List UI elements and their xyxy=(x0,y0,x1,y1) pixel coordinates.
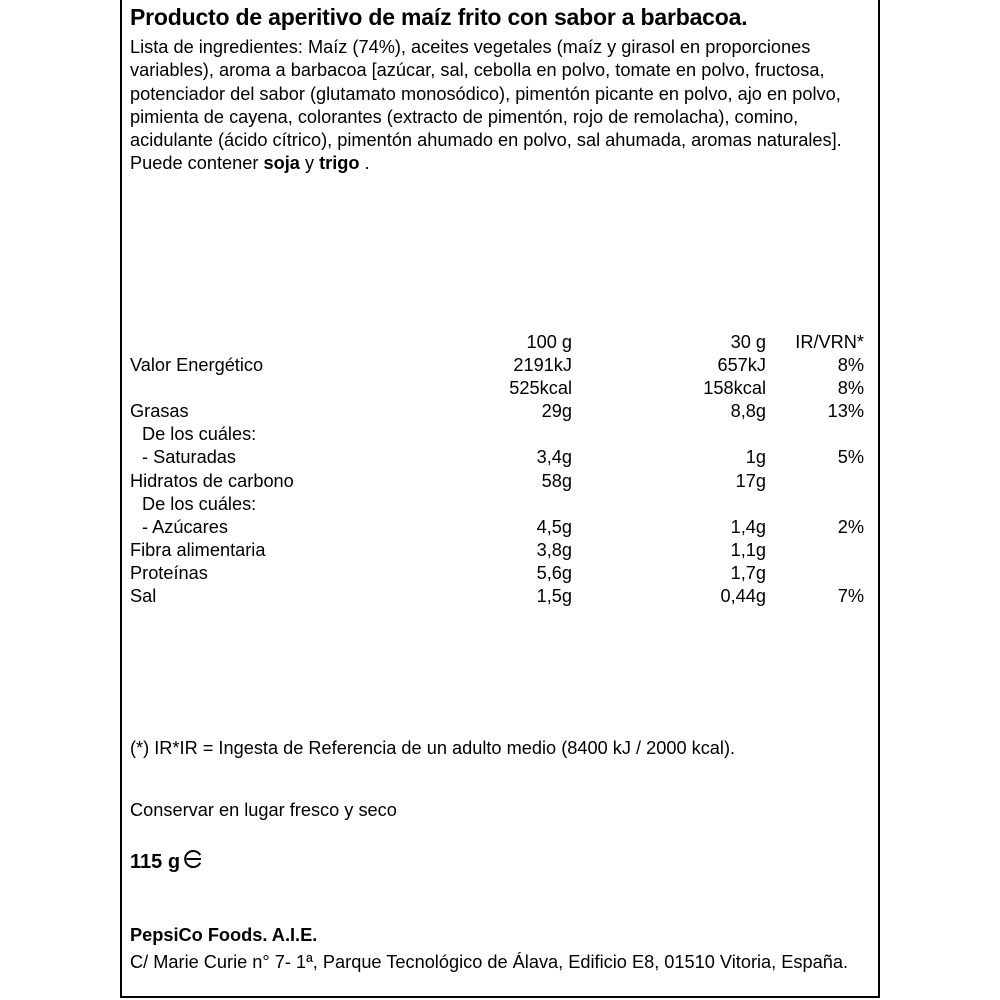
nutrient-label: Fibra alimentaria xyxy=(130,539,266,560)
value-per100: 3,4g xyxy=(536,447,572,468)
value-per30: 0,44g xyxy=(720,586,766,607)
nutrient-label: Sal xyxy=(130,586,157,607)
ir-footnote: (*) IR*IR = Ingesta de Referencia de un adulto medio (8400 kJ / 2000 kcal). xyxy=(130,738,736,758)
nutrition-row xyxy=(130,446,870,469)
value-per100: 525kcal xyxy=(509,378,572,399)
nutrient-label: Proteínas xyxy=(130,562,208,583)
nutrition-row xyxy=(130,423,870,446)
value-per30: 1g xyxy=(745,447,766,468)
nutrient-label: - Azúcares xyxy=(142,516,228,537)
nutrition-row xyxy=(130,539,870,562)
value-per100: 4,5g xyxy=(536,516,572,537)
value-per30: 17g xyxy=(735,470,766,491)
nutrient-label: De los cuáles: xyxy=(142,493,257,514)
nutrient-label: Grasas xyxy=(130,401,189,422)
value-per100: 29g xyxy=(541,401,572,422)
value-ir: 7% xyxy=(837,586,864,607)
company-address: C/ Marie Curie n° 7- 1ª, Parque Tecnológico de Álava, Edificio E8, 01510 Vitoria, España. xyxy=(130,952,848,972)
allergen-soja: soja xyxy=(263,153,300,174)
nutrition-row xyxy=(130,377,870,400)
value-per100: 3,8g xyxy=(536,539,572,560)
product-title: Producto de aperitivo de maíz frito con sabor a barbacoa. xyxy=(130,4,748,30)
value-per30: 1,1g xyxy=(730,539,766,560)
header-ir: IR/VRN* xyxy=(795,332,864,352)
nutrition-header xyxy=(130,331,870,354)
value-per100: 58g xyxy=(541,470,572,491)
ingredients-text: Lista de ingredientes: Maíz (74%), aceites vegetales (maíz y girasol en proporciones variables), aroma a barbacoa [azúcar, sal, cebolla en polvo, tomate en polvo, fructosa, potenciador del sabor (glutamato monosódico), pimentón picante en polvo, ajo en polvo, pimienta de cayena, colorantes (extracto de pimentón, rojo de remolacha), comino, acidulante (ácido cítrico), pimentón ahumado en polvo, sal ahumada, aromas naturales]. Puede contener xyxy=(130,37,842,174)
ingredients-connector: y xyxy=(299,153,320,174)
value-ir: 8% xyxy=(837,378,864,399)
ingredients-end: . xyxy=(359,153,370,174)
net-weight xyxy=(130,849,203,875)
company-name: PepsiCo Foods. A.I.E. xyxy=(130,925,318,945)
nutrient-label: Valor Energético xyxy=(130,355,264,376)
value-per30: 1,4g xyxy=(730,516,766,537)
value-ir: 5% xyxy=(837,447,864,468)
value-per30: 1,7g xyxy=(730,562,766,583)
nutrition-row xyxy=(130,562,870,585)
header-per100: 100 g xyxy=(526,332,572,352)
value-ir: 8% xyxy=(837,355,864,376)
nutrient-label: Hidratos de carbono xyxy=(130,470,294,491)
net-weight-value: 115 g xyxy=(130,850,181,873)
value-ir: 13% xyxy=(827,401,864,422)
nutrition-row xyxy=(130,354,870,377)
nutrition-table xyxy=(130,331,870,608)
storage-instructions: Conservar en lugar fresco y seco xyxy=(130,800,397,820)
value-per100: 5,6g xyxy=(536,562,572,583)
value-per30: 657kJ xyxy=(717,355,766,376)
value-per100: 1,5g xyxy=(536,586,572,607)
allergen-trigo: trigo xyxy=(319,153,360,174)
nutrient-label: De los cuáles: xyxy=(142,424,257,445)
value-per30: 8,8g xyxy=(730,401,766,422)
value-per100: 2191kJ xyxy=(513,355,572,376)
value-per30: 158kcal xyxy=(703,378,766,399)
e-mark-icon xyxy=(183,849,203,875)
header-per30: 30 g xyxy=(730,332,766,352)
nutrient-label: - Saturadas xyxy=(142,447,237,468)
nutrition-row xyxy=(130,516,870,539)
nutrition-row xyxy=(130,400,870,423)
ingredients-list xyxy=(130,36,870,176)
nutrition-row xyxy=(130,470,870,493)
nutrition-row xyxy=(130,585,870,608)
value-ir: 2% xyxy=(837,516,864,537)
nutrition-row xyxy=(130,493,870,516)
